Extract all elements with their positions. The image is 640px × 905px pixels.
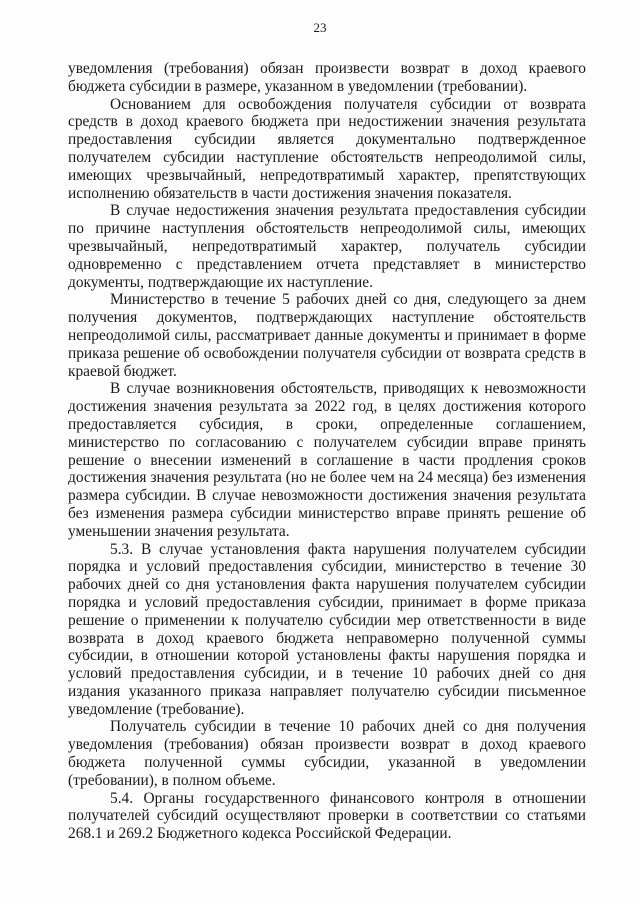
paragraph-continuation: уведомления (требования) обязан произвести возврат в доход краевого бюджета субсидии в размере, указанном в уведомлении (требовании).	[68, 60, 586, 95]
paragraph-force-majeure-documents: В случае недостижения значения результата предоставления субсидии по причине наступления обстоятельств непреодолимой силы, имеющих чрезвычайный, непредотвратимый характер, получатель субсидии одновременно с представлением отчета представляет в министерство документы, подтверждающие их наступление.	[68, 202, 586, 291]
paragraph-section-5-4: 5.4. Органы государственного финансового контроля в отношении получателей субсидий осуществляют проверки в соответствии со статьями 268.1 и 269.2 Бюджетного кодекса Российской Федерации.	[68, 789, 586, 843]
paragraph-refund-obligation: Получатель субсидии в течение 10 рабочих дней со дня получения уведомления (требования) обязан произвести возврат в доход краевого бюджета полученной суммы субсидии, указанной в уведомлении (требовании), в полном объеме.	[68, 718, 586, 789]
paragraph-exemption-basis: Основанием для освобождения получателя субсидии от возврата средств в доход краевого бюджета при недостижении значения результата предоставления субсидии является документально подтвержденное получателем субсидии наступление обстоятельств непреодолимой силы, имеющих чрезвычайный, непредотвратимый характер, препятствующих исполнению обязательств в части достижения значения показателя.	[68, 95, 586, 202]
paragraph-result-extension: В случае возникновения обстоятельств, приводящих к невозможности достижения значения результата за 2022 год, в целях достижения которого предоставляется субсидия, в сроки, определенные соглашением, министерство по согласованию с получателем субсидии вправе принять решение о внесении изменений в соглашение в части продления сроков достижения значения результата (но не более чем на 24 месяца) без изменения размера субсидии. В случае невозможности достижения значения результата без изменения размера субсидии министерство вправе принять решение об уменьшении значения результата.	[68, 380, 586, 540]
paragraph-ministry-review: Министерство в течение 5 рабочих дней со дня, следующего за днем получения документов, подтверждающих наступление обстоятельств непреодолимой силы, рассматривает данные документы и принимает в форме приказа решение об освобождении получателя субсидии от возврата средств в краевой бюджет.	[68, 291, 586, 380]
page-number: 23	[313, 20, 327, 35]
paragraph-section-5-3: 5.3. В случае установления факта нарушения получателем субсидии порядка и условий предоставления субсидии, министерство в течение 30 рабочих дней со дня установления факта нарушения получателем субсидии порядка и условий предоставления субсидии, принимает в форме приказа решение о применении к получателю субсидии мер ответственности в виде возврата в доход краевого бюджета неправомерно полученной суммы субсидии, в отношении которой установлены факты нарушения порядка и условий предоставления субсидии, и в течение 10 рабочих дней со дня издания указанного приказа направляет получателю субсидии письменное уведомление (требование).	[68, 540, 586, 718]
document-body	[68, 60, 586, 843]
